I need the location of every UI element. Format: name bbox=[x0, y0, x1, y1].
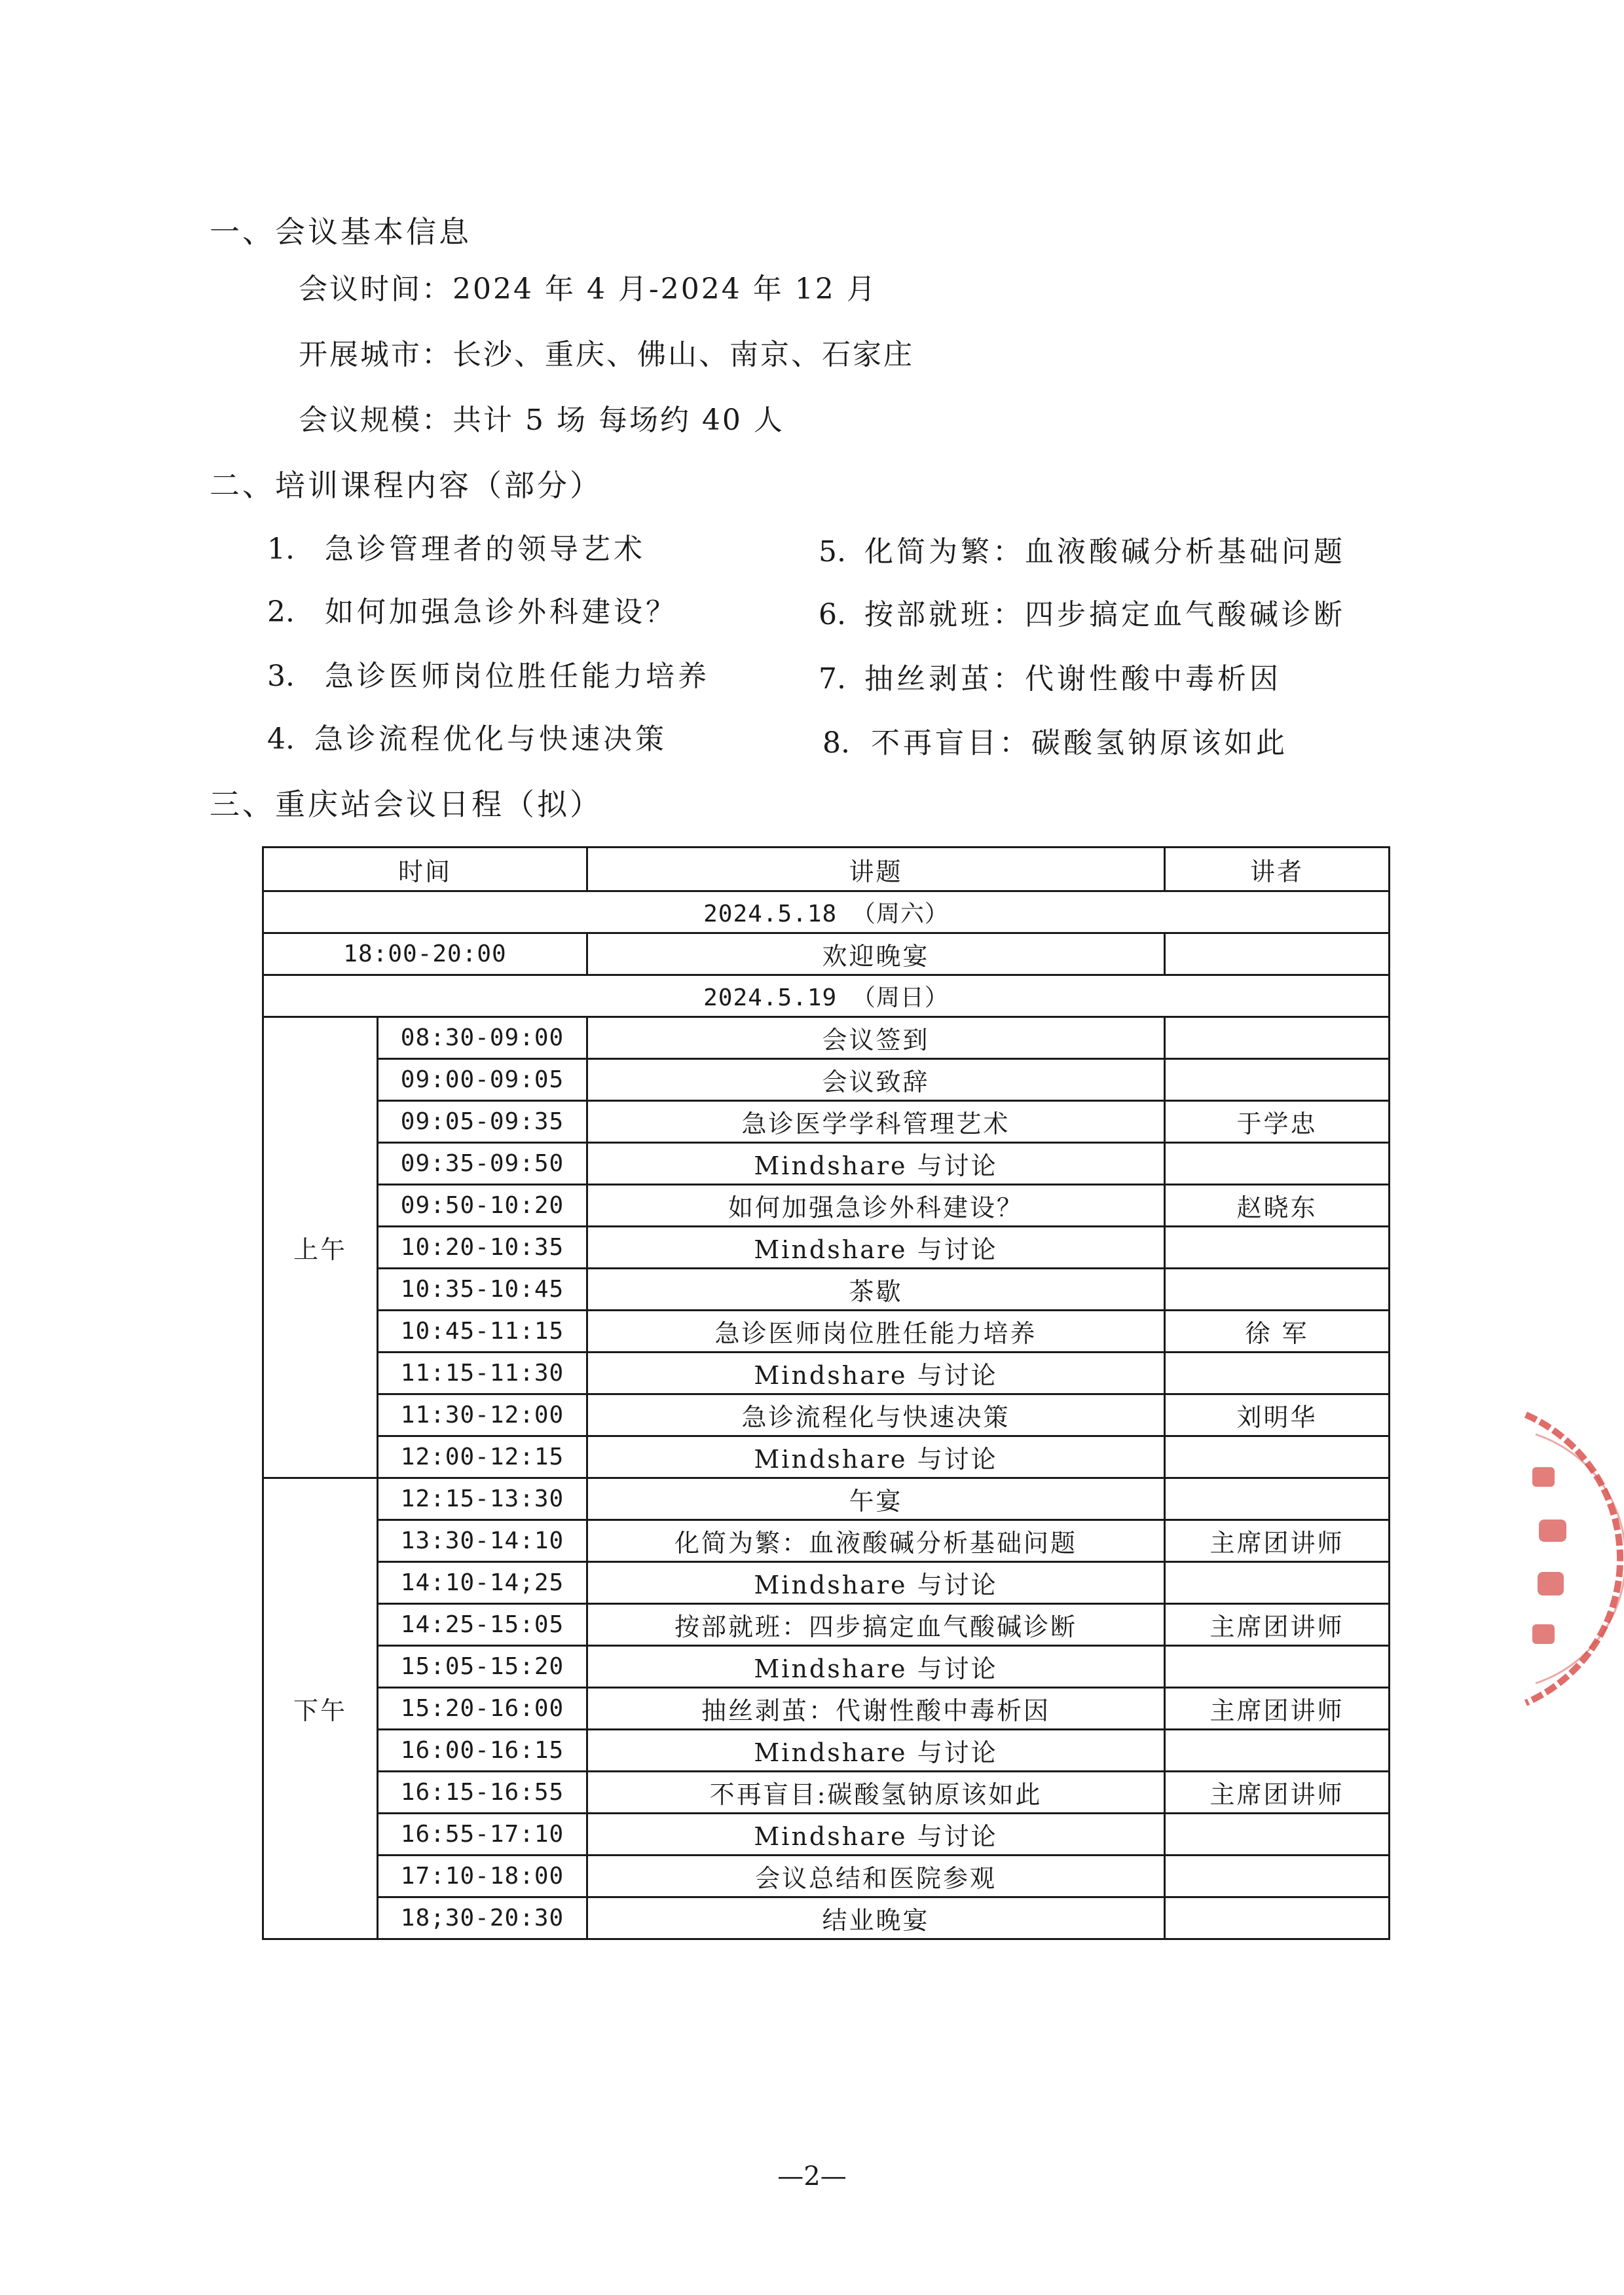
course-number: 1. bbox=[267, 532, 295, 566]
table-row bbox=[263, 1394, 1390, 1436]
table-row bbox=[263, 1730, 1390, 1772]
table-row bbox=[263, 1562, 1390, 1604]
speaker-cell bbox=[1165, 1353, 1390, 1394]
header-time: 时间 bbox=[263, 848, 587, 891]
header-speaker: 讲者 bbox=[1165, 848, 1390, 891]
section-heading-schedule: 三、重庆站会议日程（拟） bbox=[210, 787, 602, 822]
period-afternoon: 下午 bbox=[263, 1478, 378, 1939]
table-row bbox=[263, 1269, 1390, 1311]
speaker-cell: 赵晓东 bbox=[1165, 1185, 1390, 1227]
course-title: 不再盲目：碳酸氢钠原该如此 bbox=[871, 726, 1288, 760]
period-morning: 上午 bbox=[263, 1017, 378, 1478]
course-item bbox=[267, 588, 678, 630]
course-title: 化简为繁：血液酸碱分析基础问题 bbox=[864, 535, 1346, 569]
time-cell: 15:20-16:00 bbox=[378, 1688, 587, 1730]
table-row bbox=[263, 1520, 1390, 1562]
speaker-cell: 刘明华 bbox=[1165, 1394, 1390, 1436]
time-cell: 11:15-11:30 bbox=[378, 1353, 587, 1394]
course-number: 8. bbox=[822, 726, 850, 760]
time-cell: 10:35-10:45 bbox=[378, 1269, 587, 1311]
speaker-cell bbox=[1165, 1478, 1390, 1520]
meeting-time: 会议时间：2024 年 4 月-2024 年 12 月 bbox=[299, 272, 877, 306]
topic-cell: 急诊医师岗位胜任能力培养 bbox=[587, 1311, 1165, 1353]
time-cell: 09:50-10:20 bbox=[378, 1185, 587, 1227]
topic-cell: 午宴 bbox=[587, 1478, 1165, 1520]
topic-cell: 欢迎晚宴 bbox=[587, 933, 1165, 975]
topic-cell: Mindshare 与讨论 bbox=[587, 1646, 1165, 1688]
time-cell: 16:15-16:55 bbox=[378, 1772, 587, 1814]
topic-cell: Mindshare 与讨论 bbox=[587, 1562, 1165, 1604]
course-number: 7. bbox=[819, 662, 846, 696]
speaker-cell bbox=[1165, 1897, 1390, 1939]
meeting-cities: 开展城市：长沙、重庆、佛山、南京、石家庄 bbox=[299, 338, 914, 371]
course-item bbox=[819, 655, 1282, 697]
time-cell: 14:10-14;25 bbox=[378, 1562, 587, 1604]
topic-cell: 不再盲目:碳酸氢钠原该如此 bbox=[587, 1772, 1165, 1814]
speaker-cell: 主席团讲师 bbox=[1165, 1772, 1390, 1814]
time-cell: 12:15-13:30 bbox=[378, 1478, 587, 1520]
time-cell: 09:05-09:35 bbox=[378, 1101, 587, 1143]
time-cell: 16:55-17:10 bbox=[378, 1814, 587, 1856]
course-item bbox=[819, 528, 1346, 570]
time-cell: 08:30-09:00 bbox=[378, 1017, 587, 1059]
speaker-cell bbox=[1165, 1059, 1390, 1101]
topic-cell: 会议签到 bbox=[587, 1017, 1165, 1059]
time-cell: 10:20-10:35 bbox=[378, 1227, 587, 1269]
table-row bbox=[263, 1143, 1390, 1185]
table-row bbox=[263, 1688, 1390, 1730]
table-row bbox=[263, 1311, 1390, 1353]
speaker-cell bbox=[1165, 1017, 1390, 1059]
speaker-cell: 主席团讲师 bbox=[1165, 1604, 1390, 1646]
topic-cell: 如何加强急诊外科建设？ bbox=[587, 1185, 1165, 1227]
page-number: —2— bbox=[777, 2161, 847, 2192]
course-item bbox=[267, 525, 646, 567]
speaker-cell bbox=[1165, 1562, 1390, 1604]
table-row bbox=[263, 1059, 1390, 1101]
course-title: 急诊管理者的领导艺术 bbox=[325, 532, 646, 566]
course-number: 3. bbox=[267, 660, 295, 693]
topic-cell: 会议致辞 bbox=[587, 1059, 1165, 1101]
topic-cell: 急诊医学学科管理艺术 bbox=[587, 1101, 1165, 1143]
table-row bbox=[263, 1353, 1390, 1394]
topic-cell: Mindshare 与讨论 bbox=[587, 1730, 1165, 1772]
table-row bbox=[263, 1101, 1390, 1143]
course-title: 抽丝剥茧：代谢性酸中毒析因 bbox=[864, 662, 1282, 696]
course-number: 4. bbox=[267, 722, 295, 756]
speaker-cell: 主席团讲师 bbox=[1165, 1688, 1390, 1730]
table-row bbox=[263, 1436, 1390, 1478]
topic-cell: 按部就班：四步搞定血气酸碱诊断 bbox=[587, 1604, 1165, 1646]
day-label: 2024.5.19 （周日） bbox=[263, 975, 1390, 1017]
speaker-cell bbox=[1165, 1269, 1390, 1311]
day-row bbox=[263, 975, 1390, 1017]
table-row bbox=[263, 933, 1390, 975]
header-topic: 讲题 bbox=[587, 848, 1165, 891]
table-row bbox=[263, 1772, 1390, 1814]
meeting-scale: 会议规模：共计 5 场 每场约 40 人 bbox=[299, 403, 784, 437]
time-cell: 18:00-20:00 bbox=[263, 933, 587, 975]
speaker-cell bbox=[1165, 1730, 1390, 1772]
time-cell: 12:00-12:15 bbox=[378, 1436, 587, 1478]
table-row bbox=[263, 1478, 1390, 1520]
course-item bbox=[267, 652, 710, 694]
topic-cell: 会议总结和医院参观 bbox=[587, 1856, 1165, 1897]
course-number: 5. bbox=[819, 535, 846, 569]
time-cell: 10:45-11:15 bbox=[378, 1311, 587, 1353]
speaker-cell: 主席团讲师 bbox=[1165, 1520, 1390, 1562]
course-title: 如何加强急诊外科建设？ bbox=[325, 595, 678, 629]
speaker-cell bbox=[1165, 1646, 1390, 1688]
table-row bbox=[263, 1856, 1390, 1897]
topic-cell: Mindshare 与讨论 bbox=[587, 1814, 1165, 1856]
table-row bbox=[263, 1604, 1390, 1646]
course-number: 6. bbox=[819, 598, 846, 631]
time-cell: 15:05-15:20 bbox=[378, 1646, 587, 1688]
topic-cell: 茶歇 bbox=[587, 1269, 1165, 1311]
time-cell: 16:00-16:15 bbox=[378, 1730, 587, 1772]
time-cell: 11:30-12:00 bbox=[378, 1394, 587, 1436]
day-row bbox=[263, 891, 1390, 933]
topic-cell: Mindshare 与讨论 bbox=[587, 1227, 1165, 1269]
table-row bbox=[263, 1227, 1390, 1269]
topic-cell: Mindshare 与讨论 bbox=[587, 1353, 1165, 1394]
course-number: 2. bbox=[267, 595, 295, 629]
table-header-row bbox=[263, 848, 1390, 891]
course-title: 急诊医师岗位胜任能力培养 bbox=[325, 660, 710, 693]
table-row bbox=[263, 1185, 1390, 1227]
topic-cell: 化简为繁：血液酸碱分析基础问题 bbox=[587, 1520, 1165, 1562]
course-item bbox=[267, 715, 667, 757]
time-cell: 17:10-18:00 bbox=[378, 1856, 587, 1897]
speaker-cell: 徐 军 bbox=[1165, 1311, 1390, 1353]
table-row bbox=[263, 1646, 1390, 1688]
time-cell: 09:35-09:50 bbox=[378, 1143, 587, 1185]
course-title: 急诊流程优化与快速决策 bbox=[314, 722, 667, 756]
time-cell: 18;30-20:30 bbox=[378, 1897, 587, 1939]
speaker-cell bbox=[1165, 1143, 1390, 1185]
topic-cell: 抽丝剥茧：代谢性酸中毒析因 bbox=[587, 1688, 1165, 1730]
topic-cell: Mindshare 与讨论 bbox=[587, 1143, 1165, 1185]
speaker-cell bbox=[1165, 1227, 1390, 1269]
topic-cell: 急诊流程化与快速决策 bbox=[587, 1394, 1165, 1436]
red-seal-stamp bbox=[1506, 1408, 1624, 1709]
speaker-cell bbox=[1165, 1856, 1390, 1897]
table-row bbox=[263, 1017, 1390, 1059]
section-heading-basic-info: 一、会议基本信息 bbox=[210, 214, 471, 250]
time-cell: 14:25-15:05 bbox=[378, 1604, 587, 1646]
schedule-table bbox=[262, 846, 1390, 1940]
course-title: 按部就班：四步搞定血气酸碱诊断 bbox=[864, 598, 1346, 631]
time-cell: 13:30-14:10 bbox=[378, 1520, 587, 1562]
section-heading-courses: 二、培训课程内容（部分） bbox=[210, 468, 602, 503]
course-item bbox=[822, 719, 1288, 761]
speaker-cell bbox=[1165, 933, 1390, 975]
time-cell: 09:00-09:05 bbox=[378, 1059, 587, 1101]
day-label: 2024.5.18 （周六） bbox=[263, 891, 1390, 933]
course-item bbox=[819, 591, 1346, 633]
speaker-cell bbox=[1165, 1814, 1390, 1856]
table-row bbox=[263, 1814, 1390, 1856]
topic-cell: 结业晚宴 bbox=[587, 1897, 1165, 1939]
table-row bbox=[263, 1897, 1390, 1939]
topic-cell: Mindshare 与讨论 bbox=[587, 1436, 1165, 1478]
speaker-cell bbox=[1165, 1436, 1390, 1478]
speaker-cell: 于学忠 bbox=[1165, 1101, 1390, 1143]
